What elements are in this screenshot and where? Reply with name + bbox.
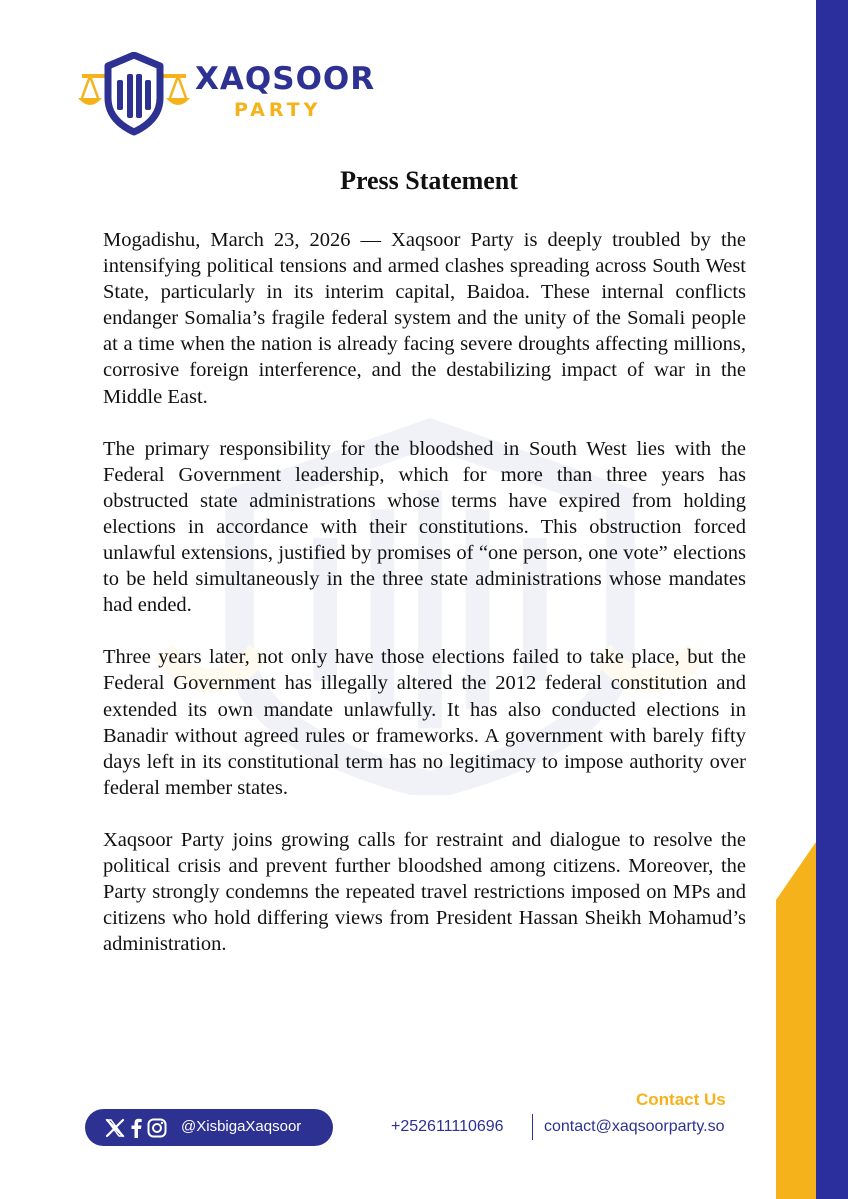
x-icon[interactable]: [105, 1118, 125, 1138]
paragraph-4: Xaqsoor Party joins growing calls for restraint and dialogue to resolve the political crisis and prevent further bloodshed among citizens. Moreover, the Party strongly condemns the repeated travel restrictions imposed on MPs and citizens who hold differing views from President Hassan Sheikh Mohamud’s administration.: [103, 828, 746, 956]
phone-number[interactable]: +252611110696: [391, 1118, 504, 1135]
logo-subtitle: PARTY: [234, 99, 322, 121]
scales-shield-icon: [78, 52, 190, 136]
email-address[interactable]: contact@xaqsoorparty.so: [544, 1118, 725, 1135]
party-logo: [78, 52, 378, 136]
statement-body: [103, 227, 746, 983]
contact-us-heading: Contact Us: [636, 1090, 726, 1109]
contact-divider: [532, 1114, 533, 1140]
facebook-icon[interactable]: [129, 1118, 143, 1138]
paragraph-3: Three years later, not only have those elections failed to take place, but the Federal Government has illegally altered the 2012 federal constitution and extended its own mandate unlawfully. It has also conducted elections in Banadir without agreed rules or frameworks. A government with barely fifty days left in its constitutional term has no legitimacy to impose authority over federal member states.: [103, 646, 746, 799]
social-handle[interactable]: @XisbigaXaqsoor: [181, 1118, 302, 1135]
paragraph-2: The primary responsibility for the bloodshed in South West lies with the Federal Government leadership, which for more than three years has obstructed state administrations whose terms have expired from holding elections in accordance with their constitutions. This obstruction forced unlawful extensions, justified by promises of “one person, one vote” elections to be held simultaneously in the three state administrations whose mandates had ended.: [103, 437, 746, 617]
social-badge: [85, 1109, 333, 1146]
paragraph-1: Mogadishu, March 23, 2026 — Xaqsoor Party is deeply troubled by the intensifying political tensions and armed clashes spreading across South West State, particularly in its interim capital, Baidoa. These internal conflicts endanger Somalia’s fragile federal system and the unity of the Somali people at a time when the nation is already facing severe droughts affecting millions, corrosive foreign interference, and the destabilizing impact of war in the Middle East.: [103, 229, 746, 408]
logo-name: XAQSOOR: [195, 61, 376, 97]
page-title: Press Statement: [340, 166, 518, 195]
instagram-icon[interactable]: [147, 1118, 167, 1138]
